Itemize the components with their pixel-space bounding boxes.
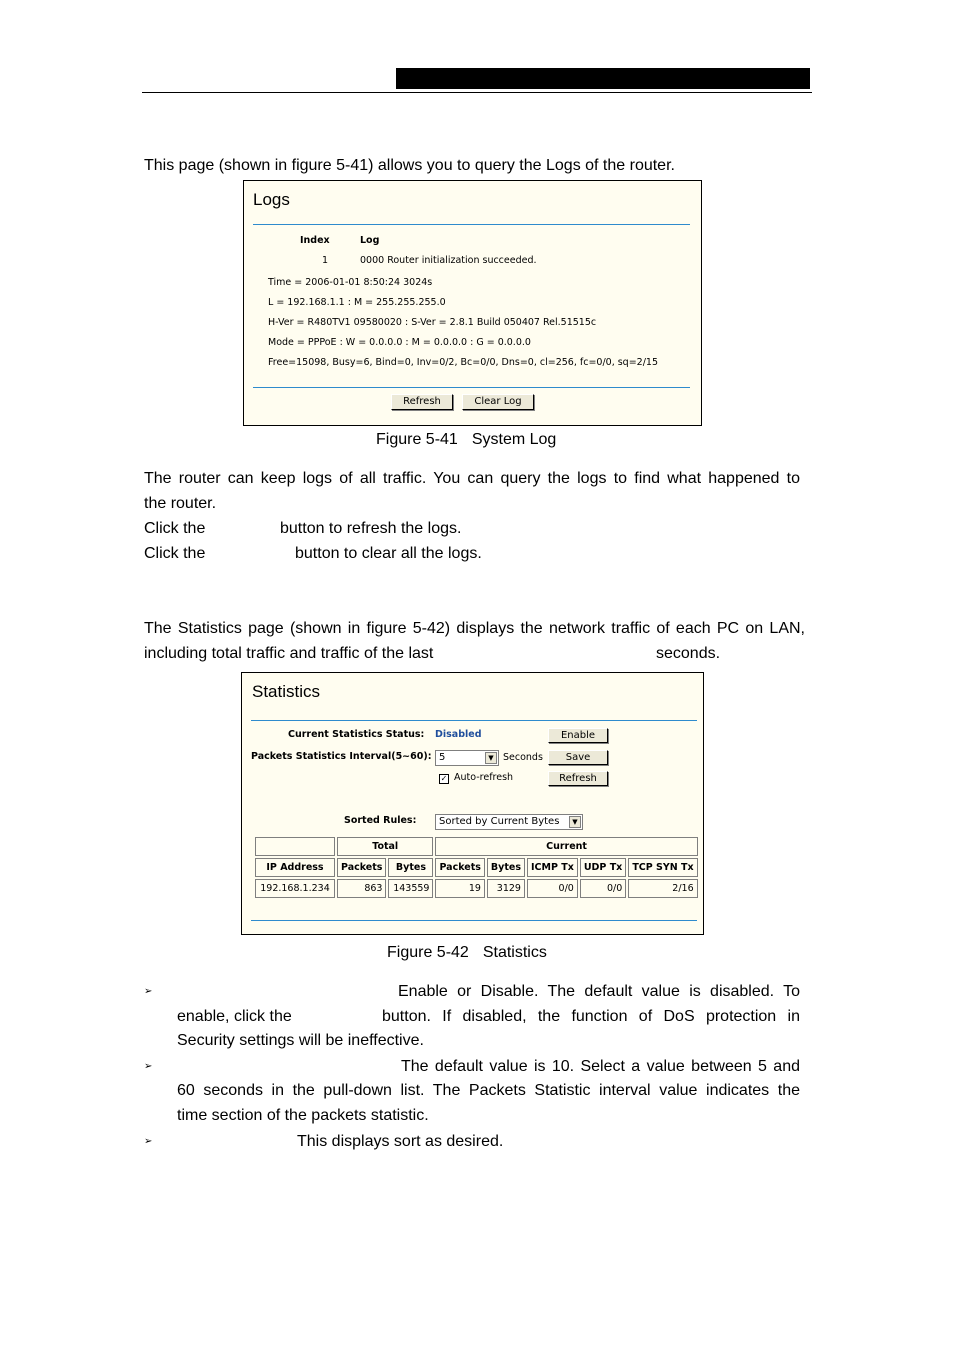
auto-refresh-label: Auto-refresh: [454, 772, 514, 783]
logs-info-free: Free=15098, Busy=6, Bind=0, Inv=0/2, Bc=0/0, Dns=0, cl=256, fc=0/0, sq=2/15: [268, 357, 659, 368]
figure-5-42-title: Statistics: [482, 944, 547, 961]
bullet2-line3: time section of the packets statistic.: [177, 1107, 429, 1124]
logs-info-lan: L = 192.168.1.1 : M = 255.255.255.0: [268, 297, 446, 308]
logs-info-mode: Mode = PPPoE : W = 0.0.0.0 : M = 0.0.0.0 : G = 0.0.0.0: [268, 337, 531, 348]
cell-tcp-syn-tx: 2/16: [628, 879, 697, 898]
bullet1-line2b: button. If disabled, the function of DoS protection in: [382, 1008, 800, 1025]
logs-clear-button[interactable]: Clear Log: [462, 394, 534, 410]
bullet1-line1: Enable or Disable. The default value is disabled. To: [398, 983, 800, 1000]
col-ip-address: IP Address: [255, 858, 335, 877]
stats-status-label: Current Statistics Status:: [288, 729, 425, 740]
figure-5-41-title: System Log: [471, 431, 557, 448]
dropdown-arrow-icon: ▼: [485, 752, 497, 764]
logs-bottom-rule: [253, 387, 690, 388]
figure-5-41-caption: [376, 431, 556, 449]
header-rule: [142, 92, 812, 93]
logs-title: Logs: [253, 190, 290, 209]
logs-desc-line1: The router can keep logs of all traffic. You can query the logs to find what happened to: [144, 470, 800, 487]
stats-save-button[interactable]: Save: [548, 750, 608, 765]
dropdown-arrow-icon: ▼: [569, 816, 581, 828]
stats-enable-button[interactable]: Enable: [548, 728, 608, 743]
bullet2-line1: The default value is 10. Select a value between 5 and: [401, 1058, 800, 1075]
stats-status-value: Disabled: [435, 729, 482, 740]
stats-interval-label: Packets Statistics Interval(5~60):: [251, 751, 432, 762]
logs-row-log: 0000 Router initialization succeeded.: [360, 255, 537, 266]
logs-col-index: Index: [300, 235, 330, 246]
clear-instr-post: button to clear all the logs.: [295, 545, 482, 562]
cell-total-bytes: 143559: [388, 879, 433, 898]
col-tcp-syn-tx: TCP SYN Tx: [628, 858, 697, 877]
cell-udp-tx: 0/0: [580, 879, 626, 898]
table-group-header-row: [255, 837, 698, 856]
stats-bottom-rule: [251, 920, 697, 921]
sorted-rules-select[interactable]: [435, 814, 583, 830]
bullet1-line3: Security settings will be ineffective.: [177, 1032, 424, 1049]
bullet3-line1: This displays sort as desired.: [297, 1133, 504, 1150]
bullet-icon: ➢: [144, 986, 153, 997]
stats-panel: [241, 672, 704, 935]
refresh-instr-post: button to refresh the logs.: [280, 520, 462, 537]
clear-instr-pre: Click the: [144, 545, 206, 562]
cell-current-bytes: 3129: [487, 879, 525, 898]
table-header-row: [255, 858, 698, 877]
stats-top-rule: [251, 720, 697, 721]
col-total-packets: Packets: [337, 858, 386, 877]
stats-desc-line2a: including total traffic and traffic of the last: [144, 645, 434, 662]
stats-table: [253, 835, 700, 900]
logs-intro: This page (shown in figure 5-41) allows you to query the Logs of the router.: [144, 157, 675, 174]
stats-desc-line1: The Statistics page (shown in figure 5-42) displays the network traffic of each PC on LAN,: [144, 620, 805, 637]
figure-5-42-number: Figure 5-42: [387, 944, 469, 961]
sorted-rules-label: Sorted Rules:: [344, 815, 417, 826]
bullet1-line2a: enable, click the: [177, 1008, 292, 1025]
refresh-instr-pre: Click the: [144, 520, 206, 537]
col-current-bytes: Bytes: [487, 858, 525, 877]
cell-ip-address: 192.168.1.234: [255, 879, 335, 898]
cell-icmp-tx: 0/0: [527, 879, 578, 898]
header-bar: [396, 68, 810, 89]
cell-current-packets: 19: [435, 879, 484, 898]
bullet2-line2: 60 seconds in the pull-down list. The Packets Statistic interval value indicates the: [177, 1082, 800, 1099]
group-total-header: Total: [337, 837, 433, 856]
logs-info-time: Time = 2006-01-01 8:50:24 3024s: [268, 277, 433, 288]
sorted-rules-value: Sorted by Current Bytes: [439, 816, 560, 827]
figure-5-42-caption: [387, 944, 547, 962]
table-blank-cell: [255, 837, 335, 856]
logs-col-log: Log: [360, 235, 380, 246]
logs-info-version: H-Ver = R480TV1 09580020 : S-Ver = 2.8.1 Build 050407 Rel.51515c: [268, 317, 597, 328]
stats-interval-value: 5: [439, 752, 446, 763]
logs-refresh-button[interactable]: Refresh: [391, 394, 453, 410]
figure-5-41-number: Figure 5-41: [376, 431, 458, 448]
logs-desc-line2: the router.: [144, 495, 217, 512]
cell-total-packets: 863: [337, 879, 386, 898]
stats-desc-line2b: seconds.: [656, 645, 721, 662]
logs-top-rule: [253, 224, 690, 225]
group-current-header: Current: [435, 837, 697, 856]
table-row: [255, 879, 698, 898]
col-icmp-tx: ICMP Tx: [527, 858, 578, 877]
stats-title: Statistics: [252, 682, 321, 701]
stats-seconds-label: Seconds: [503, 752, 543, 763]
logs-row-index: 1: [322, 255, 329, 266]
col-current-packets: Packets: [435, 858, 484, 877]
col-total-bytes: Bytes: [388, 858, 433, 877]
stats-refresh-button[interactable]: Refresh: [548, 771, 608, 786]
stats-interval-select[interactable]: [435, 750, 499, 766]
auto-refresh-checkbox[interactable]: ✓: [440, 774, 448, 783]
bullet-icon: ➢: [144, 1061, 153, 1072]
col-udp-tx: UDP Tx: [580, 858, 626, 877]
logs-panel: [243, 180, 702, 426]
bullet-icon: ➢: [144, 1136, 153, 1147]
